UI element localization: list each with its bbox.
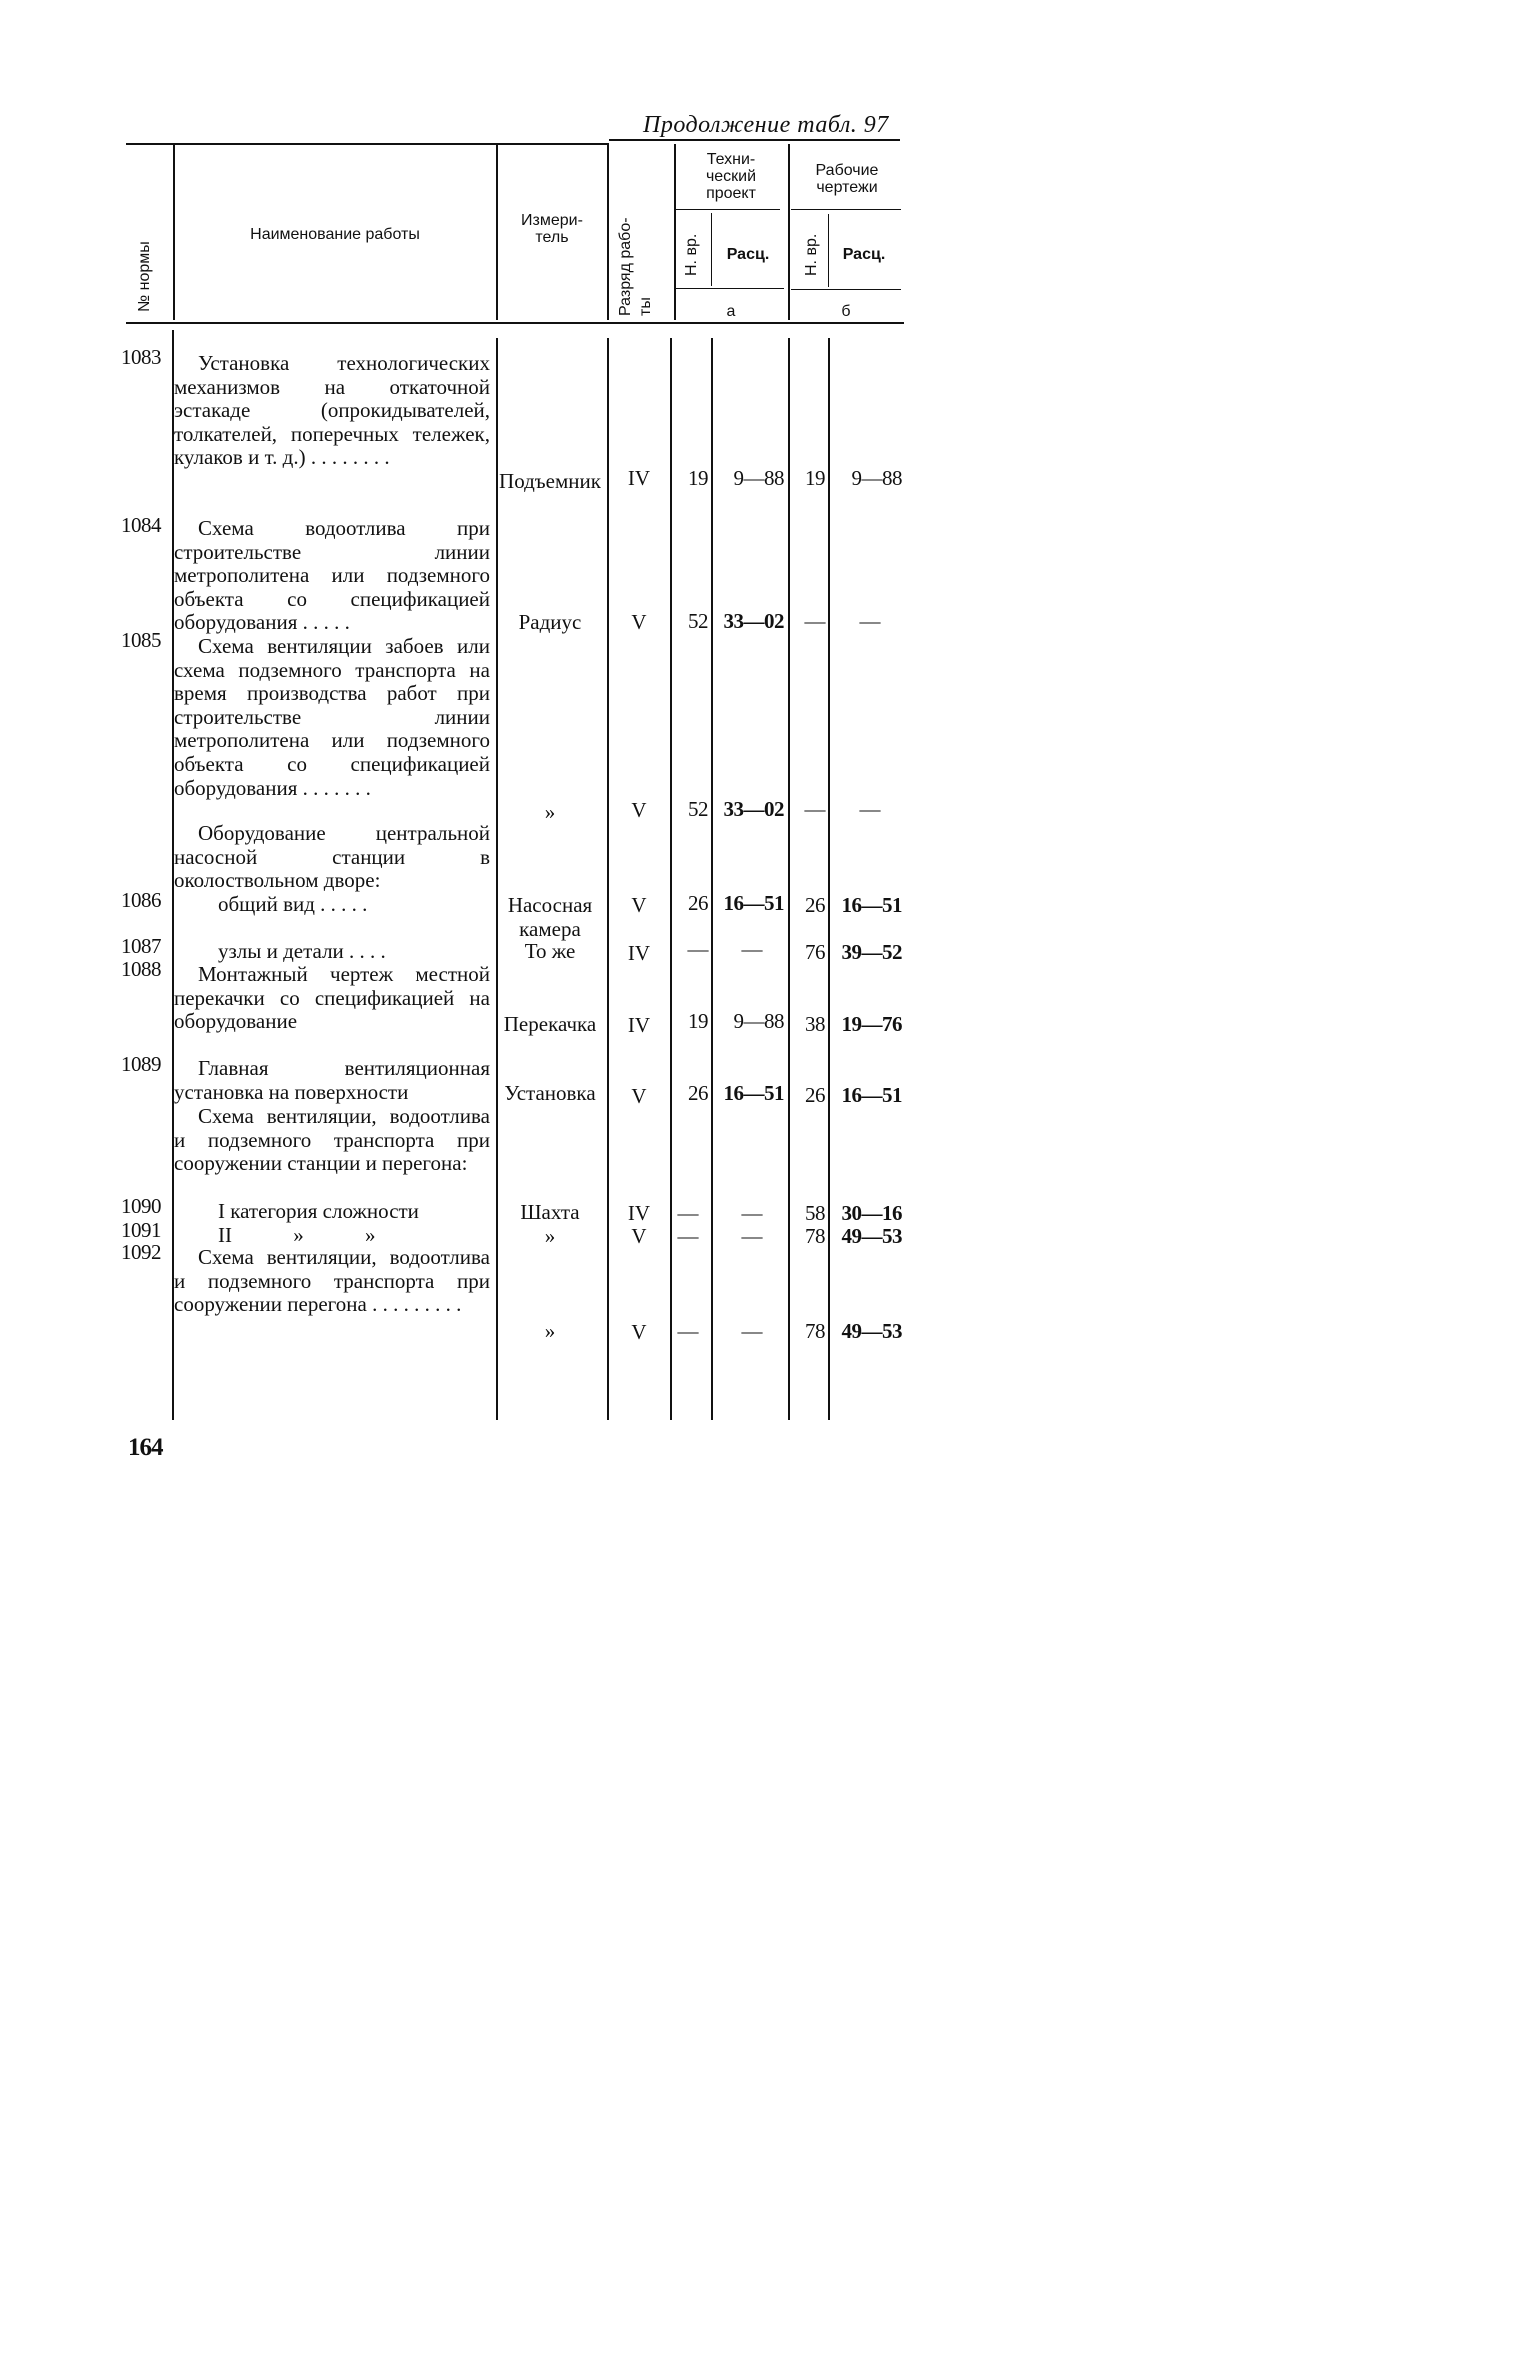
body-vline-2 bbox=[496, 338, 498, 1420]
time-norm-a: — bbox=[677, 1319, 698, 1343]
work-description-text: Схема вентиляции забоев или схема подземного транспорта на время производства работ при строительстве линии метрополитена или подземного объекта со спецификацией оборудования bbox=[174, 634, 490, 800]
hdr-vline-3 bbox=[607, 144, 609, 320]
top-rule-right bbox=[609, 139, 900, 141]
time-norm-b: 76 bbox=[805, 940, 825, 964]
rate-a: — bbox=[741, 1319, 762, 1343]
category-cell: V bbox=[631, 893, 647, 917]
time-norm-a: — bbox=[677, 1201, 698, 1225]
norm-number: 1088 bbox=[121, 957, 161, 981]
rate-b: 39—52 bbox=[841, 940, 902, 964]
category-cell: IV bbox=[627, 1201, 651, 1225]
unit-cell: Подъемник bbox=[499, 469, 601, 493]
rate-a: 9—88 bbox=[733, 1009, 784, 1033]
hdr-vline-5 bbox=[788, 144, 790, 320]
rate-b: 16—51 bbox=[841, 1083, 902, 1107]
work-description bbox=[174, 1057, 490, 1104]
category-cell: IV bbox=[627, 1013, 651, 1037]
hdr-vline-1 bbox=[173, 145, 175, 320]
time-norm-b: — bbox=[804, 609, 825, 633]
time-norm-a: 52 bbox=[688, 609, 708, 633]
work-description: общий вид . . . . . bbox=[218, 892, 368, 916]
time-norm-a: — bbox=[677, 1224, 698, 1248]
work-description-text: Монтажный чертеж местной перекачки со спецификацией на оборудование bbox=[174, 962, 490, 1034]
rate-b: 19—76 bbox=[841, 1012, 902, 1036]
time-norm-b: 78 bbox=[805, 1224, 825, 1248]
header-time-norm-a: Н. вр. bbox=[683, 233, 700, 276]
rate-b: — bbox=[859, 797, 880, 821]
category-cell: V bbox=[631, 798, 647, 822]
work-description: узлы и детали . . . . bbox=[218, 939, 386, 963]
category-cell: IV bbox=[627, 466, 651, 490]
time-norm-b: 38 bbox=[805, 1012, 825, 1036]
unit-cell: То же bbox=[524, 939, 576, 963]
header-time-norm-b: Н. вр. bbox=[803, 233, 820, 276]
header-rate-a: Расц. bbox=[726, 246, 770, 263]
norm-number: 1086 bbox=[121, 888, 161, 912]
norm-number: 1092 bbox=[121, 1240, 161, 1264]
rate-a: 16—51 bbox=[723, 1081, 784, 1105]
work-description-text: Схема вентиляции, водоотлива и подземного транспорта при сооружении перегона bbox=[174, 1245, 490, 1317]
time-norm-b: 78 bbox=[805, 1319, 825, 1343]
subheader-rule-b bbox=[791, 209, 901, 210]
work-description: Установка технологических механизмов на откаточной эстакаде (опрокидывателей, толкателей, поперечных тележек, кулаков и т. д.) . . . . . . . . bbox=[174, 351, 490, 470]
time-norm-a: 26 bbox=[688, 1081, 708, 1105]
group-heading bbox=[174, 1105, 490, 1176]
work-description: Схема вентиляции забоев или схема подземного транспорта на время производства работ при строительстве линии метрополитена или подземного объекта со спецификацией оборудования . . . . . . . bbox=[174, 634, 490, 800]
top-rule-left bbox=[126, 143, 609, 145]
rate-a: 33—02 bbox=[723, 609, 784, 633]
rate-a: 9—88 bbox=[733, 466, 784, 490]
time-norm-b: — bbox=[804, 797, 825, 821]
header-sub-b: б bbox=[841, 303, 851, 320]
header-bottom-rule bbox=[126, 322, 904, 324]
body-vline-6 bbox=[788, 338, 790, 1420]
work-description bbox=[174, 1200, 490, 1224]
body-vline-7 bbox=[828, 338, 830, 1420]
work-description: Схема водоотлива при строительстве линии метрополитена или подземного объекта со спецификацией оборудования . . . . . bbox=[174, 516, 490, 635]
rate-a: 16—51 bbox=[723, 891, 784, 915]
header-working-drawings: Рабочие чертежи bbox=[815, 162, 879, 196]
category-cell: V bbox=[631, 1084, 647, 1108]
header-norm-no: № нормы bbox=[136, 241, 153, 312]
time-norm-b: 26 bbox=[805, 1083, 825, 1107]
group-heading-text: Оборудование центральной насосной станции в околоствольном дворе: bbox=[174, 821, 490, 893]
unit-cell: » bbox=[544, 1319, 556, 1343]
work-description-text: Главная вентиляционная установка на поверхности bbox=[174, 1056, 490, 1104]
rate-a: — bbox=[741, 1201, 762, 1225]
work-description-text: узлы и детали bbox=[218, 939, 344, 963]
page-number: 164 bbox=[128, 1434, 163, 1461]
body-vline-3 bbox=[607, 338, 609, 1420]
rate-b: 49—53 bbox=[841, 1224, 902, 1248]
rate-b: 49—53 bbox=[841, 1319, 902, 1343]
category-cell: V bbox=[631, 1224, 647, 1248]
time-norm-b: 58 bbox=[805, 1201, 825, 1225]
norm-number: 1091 bbox=[121, 1218, 161, 1242]
work-description: Схема вентиляции, водоотлива и подземного транспорта при сооружении перегона . . . . . . . . . bbox=[174, 1245, 490, 1317]
unit-cell: Перекачка bbox=[503, 1012, 597, 1036]
rate-b: 9—88 bbox=[851, 466, 902, 490]
norm-number: 1084 bbox=[121, 513, 161, 537]
subheader-rule-a bbox=[676, 209, 780, 210]
rate-a: 33—02 bbox=[723, 797, 784, 821]
group-heading bbox=[174, 822, 490, 893]
unit-cell: Радиус bbox=[518, 610, 582, 634]
time-norm-a: — bbox=[687, 937, 708, 961]
header-tech-project: Техни- ческий проект bbox=[705, 151, 757, 202]
subheader-rule-b2 bbox=[791, 289, 901, 290]
rate-b: 30—16 bbox=[841, 1201, 902, 1225]
unit-cell: Шахта bbox=[520, 1200, 580, 1224]
time-norm-b: 26 bbox=[805, 893, 825, 917]
time-norm-b: 19 bbox=[805, 466, 825, 490]
norm-number: 1089 bbox=[121, 1052, 161, 1076]
rate-a: — bbox=[741, 1224, 762, 1248]
header-sub-a: а bbox=[726, 303, 736, 320]
unit-cell: » bbox=[544, 800, 556, 824]
body-vline-5 bbox=[711, 338, 713, 1420]
norm-number: 1085 bbox=[121, 628, 161, 652]
unit-cell: Насосная камера bbox=[507, 893, 593, 941]
header-rate-b: Расц. bbox=[842, 246, 886, 263]
time-norm-a: 19 bbox=[688, 1009, 708, 1033]
work-description bbox=[174, 963, 490, 1034]
hdr-vline-6 bbox=[711, 213, 712, 286]
subheader-rule-a2 bbox=[676, 288, 784, 289]
group-heading-text: Схема вентиляции, водоотлива и подземного транспорта при сооружении станции и перегона: bbox=[174, 1104, 490, 1176]
norm-number: 1090 bbox=[121, 1194, 161, 1218]
work-description-text: Схема водоотлива при строительстве линии метрополитена или подземного объекта со спецификацией оборудования bbox=[174, 516, 490, 635]
category-cell: V bbox=[631, 1320, 647, 1344]
unit-cell: » bbox=[544, 1224, 556, 1248]
time-norm-a: 19 bbox=[688, 466, 708, 490]
norm-number: 1083 bbox=[121, 345, 161, 369]
work-description-text: Установка технологических механизмов на откаточной эстакаде (опрокидывателей, толкателей, поперечных тележек, кулаков и т. д.) bbox=[174, 351, 490, 470]
header-unit: Измери- тель bbox=[521, 212, 583, 246]
time-norm-a: 26 bbox=[688, 891, 708, 915]
table-caption: Продолжение табл. 97 bbox=[643, 112, 889, 138]
header-work-name: Наименование работы bbox=[250, 226, 420, 243]
work-description-text: общий вид bbox=[218, 892, 315, 916]
norm-number: 1087 bbox=[121, 934, 161, 958]
body-vline-4 bbox=[670, 338, 672, 1420]
work-description-text: II » » bbox=[218, 1223, 376, 1247]
category-cell: V bbox=[631, 610, 647, 634]
rate-b: — bbox=[859, 609, 880, 633]
rate-a: — bbox=[741, 937, 762, 961]
header-category: Разряд рабо- ты bbox=[617, 217, 654, 316]
time-norm-a: 52 bbox=[688, 797, 708, 821]
category-cell: IV bbox=[627, 941, 651, 965]
work-description-text: I категория сложности bbox=[218, 1199, 419, 1223]
hdr-vline-7 bbox=[828, 214, 829, 287]
unit-cell: Установка bbox=[504, 1081, 596, 1105]
rate-b: 16—51 bbox=[841, 893, 902, 917]
